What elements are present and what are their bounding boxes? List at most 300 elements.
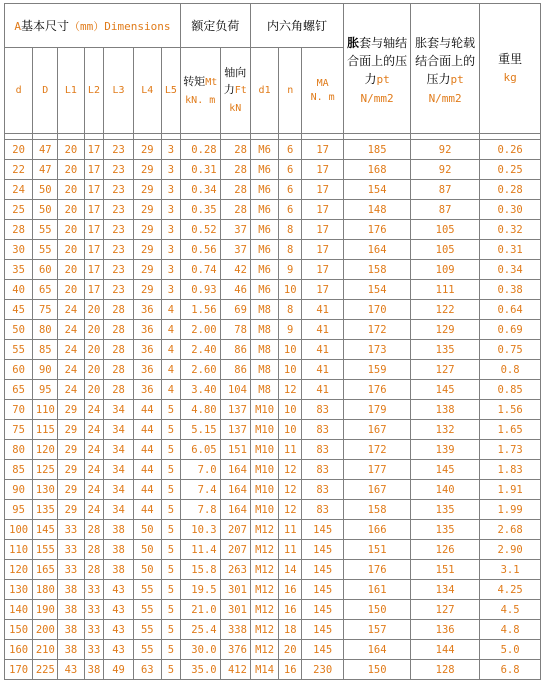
cell-L1: 24 bbox=[58, 300, 84, 320]
cell-d: 80 bbox=[5, 440, 33, 460]
cell-weight: 0.38 bbox=[480, 280, 541, 300]
cell-weight: 1.65 bbox=[480, 420, 541, 440]
cell-L4: 36 bbox=[133, 380, 161, 400]
cell-L2: 28 bbox=[84, 540, 104, 560]
cell-L3: 34 bbox=[104, 440, 133, 460]
cell-L4: 29 bbox=[133, 160, 161, 180]
col-MA bbox=[302, 48, 344, 134]
cell-torque: 15.8 bbox=[180, 560, 220, 580]
table-row bbox=[5, 320, 541, 340]
cell-L4: 29 bbox=[133, 240, 161, 260]
table-row bbox=[5, 560, 541, 580]
cell-d: 20 bbox=[5, 140, 33, 160]
cell-pressure-shaft: 154 bbox=[344, 180, 411, 200]
cell-torque: 30.0 bbox=[180, 640, 220, 660]
cell-pressure-shaft: 168 bbox=[344, 160, 411, 180]
cell-L3: 28 bbox=[104, 340, 133, 360]
cell-L2: 17 bbox=[84, 260, 104, 280]
cell-n: 10 bbox=[279, 280, 302, 300]
cell-L2: 20 bbox=[84, 320, 104, 340]
cell-d: 60 bbox=[5, 360, 33, 380]
cell-weight: 3.1 bbox=[480, 560, 541, 580]
cell-n: 10 bbox=[279, 400, 302, 420]
cell-L1: 20 bbox=[58, 240, 84, 260]
cell-L2: 20 bbox=[84, 360, 104, 380]
cell-L2: 24 bbox=[84, 500, 104, 520]
cell-D: 165 bbox=[33, 560, 58, 580]
table-row bbox=[5, 140, 541, 160]
cell-D: 120 bbox=[33, 440, 58, 460]
cell-L4: 44 bbox=[133, 500, 161, 520]
cell-L5: 5 bbox=[161, 540, 180, 560]
cell-D: 80 bbox=[33, 320, 58, 340]
cell-axial-force: 338 bbox=[220, 620, 250, 640]
cell-MA: 83 bbox=[302, 500, 344, 520]
cell-L1: 29 bbox=[58, 460, 84, 480]
cell-pressure-shaft: 172 bbox=[344, 440, 411, 460]
cell-L3: 23 bbox=[104, 200, 133, 220]
cell-L4: 55 bbox=[133, 580, 161, 600]
cell-L2: 33 bbox=[84, 640, 104, 660]
cell-d1: M10 bbox=[250, 500, 278, 520]
cell-d1: M6 bbox=[250, 280, 278, 300]
group-rated-load: 额定负荷 bbox=[180, 4, 250, 48]
cell-L2: 24 bbox=[84, 400, 104, 420]
cell-pressure-hub: 128 bbox=[411, 660, 480, 680]
cell-MA: 145 bbox=[302, 540, 344, 560]
cell-torque: 2.00 bbox=[180, 320, 220, 340]
cell-d: 110 bbox=[5, 540, 33, 560]
cell-pressure-shaft: 176 bbox=[344, 560, 411, 580]
cell-d: 130 bbox=[5, 580, 33, 600]
cell-torque: 19.5 bbox=[180, 580, 220, 600]
cell-L4: 44 bbox=[133, 440, 161, 460]
cell-L1: 29 bbox=[58, 480, 84, 500]
cell-n: 8 bbox=[279, 240, 302, 260]
col-D: D bbox=[33, 48, 58, 134]
cell-L3: 34 bbox=[104, 420, 133, 440]
col-d: d bbox=[5, 48, 33, 134]
cell-torque: 0.35 bbox=[180, 200, 220, 220]
table-row bbox=[5, 360, 541, 380]
cell-L1: 29 bbox=[58, 420, 84, 440]
cell-d1: M12 bbox=[250, 620, 278, 640]
cell-n: 8 bbox=[279, 220, 302, 240]
cell-MA: 17 bbox=[302, 280, 344, 300]
cell-D: 55 bbox=[33, 220, 58, 240]
table-row bbox=[5, 520, 541, 540]
cell-axial-force: 104 bbox=[220, 380, 250, 400]
cell-L2: 24 bbox=[84, 460, 104, 480]
cell-L4: 29 bbox=[133, 180, 161, 200]
cell-D: 47 bbox=[33, 160, 58, 180]
cell-D: 50 bbox=[33, 200, 58, 220]
cell-weight: 2.90 bbox=[480, 540, 541, 560]
cell-n: 16 bbox=[279, 660, 302, 680]
cell-L1: 38 bbox=[58, 640, 84, 660]
cell-pressure-shaft: 172 bbox=[344, 320, 411, 340]
cell-L5: 3 bbox=[161, 160, 180, 180]
cell-L5: 3 bbox=[161, 280, 180, 300]
cell-L3: 28 bbox=[104, 320, 133, 340]
cell-d: 170 bbox=[5, 660, 33, 680]
cell-d1: M12 bbox=[250, 520, 278, 540]
cell-pressure-hub: 145 bbox=[411, 380, 480, 400]
cell-axial-force: 207 bbox=[220, 520, 250, 540]
cell-MA: 83 bbox=[302, 460, 344, 480]
group-dimensions-prefix: A bbox=[14, 20, 21, 33]
cell-axial-force: 263 bbox=[220, 560, 250, 580]
col-L3: L3 bbox=[104, 48, 133, 134]
col-L2: L2 bbox=[84, 48, 104, 134]
cell-L5: 5 bbox=[161, 660, 180, 680]
cell-weight: 4.5 bbox=[480, 600, 541, 620]
cell-L5: 4 bbox=[161, 320, 180, 340]
axial-cn: 轴向力 bbox=[223, 66, 247, 96]
cell-L4: 29 bbox=[133, 200, 161, 220]
cell-weight: 0.69 bbox=[480, 320, 541, 340]
cell-d1: M14 bbox=[250, 660, 278, 680]
cell-pressure-hub: 109 bbox=[411, 260, 480, 280]
cell-n: 9 bbox=[279, 260, 302, 280]
cell-d: 160 bbox=[5, 640, 33, 660]
cell-L5: 5 bbox=[161, 560, 180, 580]
group-dimensions-cn: 基本尺寸 bbox=[20, 19, 69, 33]
cell-MA: 145 bbox=[302, 560, 344, 580]
cell-L2: 33 bbox=[84, 580, 104, 600]
cell-axial-force: 137 bbox=[220, 400, 250, 420]
cell-L5: 4 bbox=[161, 360, 180, 380]
table-row bbox=[5, 180, 541, 200]
cell-L3: 43 bbox=[104, 640, 133, 660]
cell-axial-force: 137 bbox=[220, 420, 250, 440]
weight-unit: kg bbox=[503, 71, 517, 84]
cell-torque: 7.0 bbox=[180, 460, 220, 480]
header-sleeve-hub-pressure bbox=[411, 4, 480, 134]
cell-MA: 83 bbox=[302, 480, 344, 500]
cell-D: 110 bbox=[33, 400, 58, 420]
col-L5: L5 bbox=[161, 48, 180, 134]
cell-L1: 29 bbox=[58, 500, 84, 520]
cell-weight: 0.25 bbox=[480, 160, 541, 180]
cell-D: 145 bbox=[33, 520, 58, 540]
cell-pressure-shaft: 176 bbox=[344, 380, 411, 400]
cell-L4: 50 bbox=[133, 520, 161, 540]
cell-L3: 23 bbox=[104, 160, 133, 180]
cell-pressure-shaft: 179 bbox=[344, 400, 411, 420]
cell-d1: M8 bbox=[250, 340, 278, 360]
weight-cn: 重里 bbox=[498, 52, 523, 66]
ma-label: MA bbox=[316, 77, 329, 89]
table-row bbox=[5, 580, 541, 600]
cell-L4: 36 bbox=[133, 320, 161, 340]
cell-weight: 0.26 bbox=[480, 140, 541, 160]
cell-pressure-hub: 127 bbox=[411, 360, 480, 380]
cell-L3: 23 bbox=[104, 180, 133, 200]
cell-pressure-shaft: 159 bbox=[344, 360, 411, 380]
cell-torque: 25.4 bbox=[180, 620, 220, 640]
cell-axial-force: 28 bbox=[220, 180, 250, 200]
cell-weight: 4.25 bbox=[480, 580, 541, 600]
col-axial-force bbox=[220, 48, 250, 134]
cell-n: 12 bbox=[279, 380, 302, 400]
cell-L3: 43 bbox=[104, 580, 133, 600]
cell-L1: 29 bbox=[58, 400, 84, 420]
cell-L3: 34 bbox=[104, 460, 133, 480]
sleeve-shaft-bold: 胀 bbox=[347, 35, 360, 50]
cell-pressure-hub: 135 bbox=[411, 340, 480, 360]
cell-pressure-shaft: 158 bbox=[344, 500, 411, 520]
table-row bbox=[5, 200, 541, 220]
cell-L1: 43 bbox=[58, 660, 84, 680]
cell-n: 12 bbox=[279, 480, 302, 500]
cell-L2: 17 bbox=[84, 140, 104, 160]
cell-axial-force: 151 bbox=[220, 440, 250, 460]
cell-d: 95 bbox=[5, 500, 33, 520]
cell-d: 85 bbox=[5, 460, 33, 480]
cell-n: 8 bbox=[279, 300, 302, 320]
cell-D: 155 bbox=[33, 540, 58, 560]
cell-d: 24 bbox=[5, 180, 33, 200]
cell-L3: 23 bbox=[104, 220, 133, 240]
cell-L5: 4 bbox=[161, 340, 180, 360]
cell-MA: 41 bbox=[302, 340, 344, 360]
cell-weight: 0.8 bbox=[480, 360, 541, 380]
table-row bbox=[5, 380, 541, 400]
cell-torque: 21.0 bbox=[180, 600, 220, 620]
cell-MA: 145 bbox=[302, 520, 344, 540]
cell-pressure-hub: 144 bbox=[411, 640, 480, 660]
cell-d1: M12 bbox=[250, 600, 278, 620]
cell-n: 11 bbox=[279, 520, 302, 540]
cell-MA: 41 bbox=[302, 300, 344, 320]
cell-L2: 17 bbox=[84, 180, 104, 200]
cell-d: 45 bbox=[5, 300, 33, 320]
cell-axial-force: 301 bbox=[220, 580, 250, 600]
cell-n: 6 bbox=[279, 180, 302, 200]
cell-L4: 29 bbox=[133, 140, 161, 160]
cell-torque: 3.40 bbox=[180, 380, 220, 400]
cell-axial-force: 86 bbox=[220, 340, 250, 360]
cell-L1: 38 bbox=[58, 620, 84, 640]
cell-d: 75 bbox=[5, 420, 33, 440]
cell-L4: 50 bbox=[133, 540, 161, 560]
cell-n: 20 bbox=[279, 640, 302, 660]
cell-torque: 11.4 bbox=[180, 540, 220, 560]
cell-L2: 33 bbox=[84, 620, 104, 640]
cell-D: 180 bbox=[33, 580, 58, 600]
cell-MA: 145 bbox=[302, 620, 344, 640]
cell-pressure-shaft: 166 bbox=[344, 520, 411, 540]
cell-pressure-hub: 129 bbox=[411, 320, 480, 340]
cell-L4: 29 bbox=[133, 260, 161, 280]
group-dimensions bbox=[5, 4, 181, 48]
torque-unit: kN. m bbox=[185, 94, 216, 106]
cell-L4: 36 bbox=[133, 360, 161, 380]
cell-weight: 4.8 bbox=[480, 620, 541, 640]
cell-D: 125 bbox=[33, 460, 58, 480]
spec-table bbox=[4, 3, 541, 680]
cell-L3: 43 bbox=[104, 600, 133, 620]
cell-L4: 29 bbox=[133, 280, 161, 300]
cell-L4: 36 bbox=[133, 340, 161, 360]
cell-L5: 5 bbox=[161, 620, 180, 640]
cell-L1: 33 bbox=[58, 520, 84, 540]
cell-D: 55 bbox=[33, 240, 58, 260]
cell-L5: 3 bbox=[161, 200, 180, 220]
cell-L5: 5 bbox=[161, 640, 180, 660]
cell-L5: 5 bbox=[161, 400, 180, 420]
cell-MA: 41 bbox=[302, 380, 344, 400]
cell-L3: 28 bbox=[104, 380, 133, 400]
cell-MA: 17 bbox=[302, 220, 344, 240]
axial-unit: kN bbox=[229, 103, 242, 114]
sleeve-shaft-text: 套与轴结合面上的压力 bbox=[347, 35, 408, 86]
cell-d1: M10 bbox=[250, 400, 278, 420]
cell-weight: 0.64 bbox=[480, 300, 541, 320]
cell-pressure-shaft: 173 bbox=[344, 340, 411, 360]
cell-L1: 20 bbox=[58, 160, 84, 180]
cell-d1: M8 bbox=[250, 320, 278, 340]
cell-L2: 24 bbox=[84, 480, 104, 500]
table-row bbox=[5, 440, 541, 460]
cell-pressure-hub: 105 bbox=[411, 220, 480, 240]
cell-torque: 5.15 bbox=[180, 420, 220, 440]
ma-unit: N. m bbox=[310, 91, 335, 103]
cell-MA: 41 bbox=[302, 360, 344, 380]
cell-L3: 23 bbox=[104, 260, 133, 280]
cell-L3: 28 bbox=[104, 360, 133, 380]
sleeve-shaft-unit2: N/mm2 bbox=[360, 91, 394, 105]
table-row bbox=[5, 420, 541, 440]
cell-d: 35 bbox=[5, 260, 33, 280]
cell-d1: M8 bbox=[250, 360, 278, 380]
cell-weight: 1.91 bbox=[480, 480, 541, 500]
cell-d: 90 bbox=[5, 480, 33, 500]
cell-torque: 0.56 bbox=[180, 240, 220, 260]
cell-L1: 38 bbox=[58, 600, 84, 620]
cell-L2: 17 bbox=[84, 220, 104, 240]
cell-L1: 29 bbox=[58, 440, 84, 460]
cell-pressure-hub: 139 bbox=[411, 440, 480, 460]
cell-n: 10 bbox=[279, 340, 302, 360]
cell-d: 120 bbox=[5, 560, 33, 580]
cell-axial-force: 28 bbox=[220, 140, 250, 160]
cell-L4: 44 bbox=[133, 480, 161, 500]
cell-D: 50 bbox=[33, 180, 58, 200]
cell-L5: 3 bbox=[161, 220, 180, 240]
sleeve-hub-text: 胀套与轮载结合面上的压力 bbox=[415, 35, 476, 86]
cell-MA: 17 bbox=[302, 240, 344, 260]
cell-MA: 17 bbox=[302, 160, 344, 180]
cell-D: 60 bbox=[33, 260, 58, 280]
cell-pressure-shaft: 170 bbox=[344, 300, 411, 320]
cell-axial-force: 164 bbox=[220, 460, 250, 480]
cell-MA: 230 bbox=[302, 660, 344, 680]
cell-pressure-shaft: 151 bbox=[344, 540, 411, 560]
cell-MA: 41 bbox=[302, 320, 344, 340]
cell-d1: M8 bbox=[250, 380, 278, 400]
cell-torque: 2.40 bbox=[180, 340, 220, 360]
cell-L4: 44 bbox=[133, 400, 161, 420]
cell-torque: 0.28 bbox=[180, 140, 220, 160]
cell-L1: 33 bbox=[58, 540, 84, 560]
cell-pressure-hub: 92 bbox=[411, 160, 480, 180]
cell-L3: 34 bbox=[104, 400, 133, 420]
sleeve-hub-unit: pt bbox=[450, 72, 464, 86]
cell-torque: 6.05 bbox=[180, 440, 220, 460]
header-group-row bbox=[5, 4, 541, 48]
cell-L5: 5 bbox=[161, 520, 180, 540]
col-torque bbox=[180, 48, 220, 134]
cell-n: 16 bbox=[279, 600, 302, 620]
cell-L2: 20 bbox=[84, 380, 104, 400]
cell-axial-force: 164 bbox=[220, 480, 250, 500]
cell-L1: 20 bbox=[58, 200, 84, 220]
cell-axial-force: 69 bbox=[220, 300, 250, 320]
cell-weight: 0.75 bbox=[480, 340, 541, 360]
cell-torque: 7.8 bbox=[180, 500, 220, 520]
cell-L2: 38 bbox=[84, 660, 104, 680]
cell-pressure-hub: 140 bbox=[411, 480, 480, 500]
cell-n: 6 bbox=[279, 160, 302, 180]
col-L4: L4 bbox=[133, 48, 161, 134]
cell-torque: 0.93 bbox=[180, 280, 220, 300]
cell-MA: 17 bbox=[302, 180, 344, 200]
table-row bbox=[5, 620, 541, 640]
cell-pressure-shaft: 167 bbox=[344, 420, 411, 440]
cell-MA: 145 bbox=[302, 580, 344, 600]
cell-L1: 33 bbox=[58, 560, 84, 580]
cell-L5: 4 bbox=[161, 300, 180, 320]
cell-axial-force: 412 bbox=[220, 660, 250, 680]
cell-L3: 43 bbox=[104, 620, 133, 640]
cell-torque: 7.4 bbox=[180, 480, 220, 500]
cell-D: 135 bbox=[33, 500, 58, 520]
cell-D: 47 bbox=[33, 140, 58, 160]
cell-n: 11 bbox=[279, 540, 302, 560]
cell-weight: 0.34 bbox=[480, 260, 541, 280]
cell-D: 65 bbox=[33, 280, 58, 300]
cell-n: 9 bbox=[279, 320, 302, 340]
cell-axial-force: 376 bbox=[220, 640, 250, 660]
cell-L1: 24 bbox=[58, 320, 84, 340]
table-row bbox=[5, 640, 541, 660]
cell-MA: 17 bbox=[302, 200, 344, 220]
cell-axial-force: 78 bbox=[220, 320, 250, 340]
table-row bbox=[5, 240, 541, 260]
cell-pressure-shaft: 150 bbox=[344, 660, 411, 680]
cell-MA: 17 bbox=[302, 140, 344, 160]
cell-pressure-shaft: 150 bbox=[344, 600, 411, 620]
cell-axial-force: 42 bbox=[220, 260, 250, 280]
cell-pressure-shaft: 176 bbox=[344, 220, 411, 240]
cell-weight: 0.30 bbox=[480, 200, 541, 220]
cell-L4: 55 bbox=[133, 620, 161, 640]
cell-axial-force: 86 bbox=[220, 360, 250, 380]
table-row bbox=[5, 340, 541, 360]
cell-weight: 1.73 bbox=[480, 440, 541, 460]
cell-L5: 3 bbox=[161, 140, 180, 160]
cell-pressure-hub: 126 bbox=[411, 540, 480, 560]
col-d1: d1 bbox=[250, 48, 278, 134]
cell-torque: 2.60 bbox=[180, 360, 220, 380]
cell-torque: 10.3 bbox=[180, 520, 220, 540]
cell-axial-force: 37 bbox=[220, 240, 250, 260]
cell-L3: 34 bbox=[104, 480, 133, 500]
cell-D: 190 bbox=[33, 600, 58, 620]
cell-weight: 1.56 bbox=[480, 400, 541, 420]
